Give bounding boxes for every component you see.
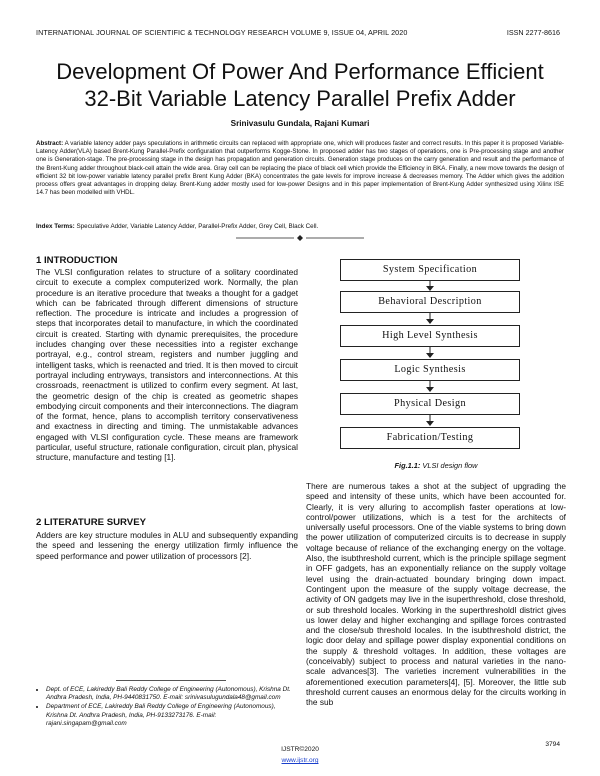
- footnote-1: • Dept. of ECE, Lakireddy Bali Reddy College of Engineering (Autonomous), Krishna Dt. Andhra Pradesh, India, PH-9440831750. E-mail: srinivasulugundala48@gmail.com: [46, 686, 298, 702]
- flow-step-fabrication-testing: Fabrication/Testing: [340, 427, 520, 449]
- issn: ISSN 2277-8616: [506, 28, 560, 37]
- flow-step-system-specification: System Specification: [340, 259, 520, 281]
- page-number: 3794: [545, 741, 560, 748]
- section-2-heading: 2 LITERATURE SURVEY: [36, 517, 146, 528]
- flow-step-logic-synthesis: Logic Synthesis: [340, 359, 520, 381]
- figure-caption-text: VLSI design flow: [420, 461, 478, 470]
- title-line-2: 32-Bit Variable Latency Parallel Prefix Adder: [84, 86, 516, 111]
- abstract-label: Abstract:: [36, 140, 64, 147]
- footnote-2: • Department of ECE, Lakireddy Bali Reddy College of Engineering (Autonomous), Krishna Dt. Andhra Pradesh, India, PH-9133273176. E-mail: rajani.singapam@gmail.com: [46, 703, 298, 728]
- section-2-text: Adders are key structure modules in ALU and subsequently expanding the speed and lessening the energy utilization firmly influence the speed performance and power utilization of processors [2].: [36, 530, 298, 561]
- title-line-1: Development Of Power And Performance Efficient: [56, 59, 544, 84]
- flow-step-physical-design: Physical Design: [340, 393, 520, 415]
- section-1-heading: 1 INTRODUCTION: [36, 255, 118, 266]
- flow-step-high-level-synthesis: High Level Synthesis: [340, 325, 520, 347]
- abstract-text: A variable latency adder pays speculations in arithmetic circuits can replaced with appropriate one, which will produces faster and correct results. In this paper it is proposed Variable-Latency Adder(VLA) based Brent-Kung Parallel-Prefix configuration that outperforms Kogge-Stone. In proposed adder has two stages of operations, one is Pre-processing stage and another one is Generation-stage. The pre-processing stage in the design has propagation and generation circuits. Generation stage produces on the carry generation and result and the performance of the Brent-Kung adder throughout black-cell attain the wide area. Gray cell can be replacing the place of black cell which provide the Efficiency in BKA. Finally, a new move towards the design of efficient 32 bit low-power variable latency parallel prefix Brent Kung Adder (BKA) concentrates the gate levels for improve increase & decreases memory. The Adder which gives the addition process offers great advantages in dropping delay. Brent-Kung adder mostly used for low-power Designs and in this paper implementation of Brent-Kung Adder synthesized using Xilinx ISE 14.7 has been modelled with VHDL.: [36, 140, 564, 197]
- flow-step-behavioral-description: Behavioral Description: [340, 291, 520, 313]
- figure-caption: [306, 461, 566, 470]
- journal-header: INTERNATIONAL JOURNAL OF SCIENTIFIC & TECHNOLOGY RESEARCH VOLUME 9, ISSUE 04, APRIL 2020: [36, 28, 408, 37]
- section-1-text: The VLSI configuration relates to structure of a solitary coordinated circuit to execute a complex computerized work. Normally, the plan procedure is an iterative procedure that tweaks a thought for a gadget which can be fabricated through different dimensions of structure reflection. The procedure is intricate and includes a progression of steps that incorporates detail to manufacture, in which the coordinated circuit is created. Starting with dynamic prerequisites, the procedure includes changing over these necessities into a register exchange portrayal, e.g., control stream, registers and number juggling and intelligent tasks, which is reenacted and tried. It is then moved to circuit portrayal including entryways, transistors and interconnections. At this crossroads, reenactment is utilized to confirm every segment. At last, the geometric design of the chip is created as geometric shapes embodying circuit components and their interconnections. The diagram of the format, hence, plans to accomplish territory conservativeness and exactness in directing and timing. The unmistakable advances engaged with VLSI configuration cycle. These means are framework particular, useful structure, rationale configuration, circuit plan, physical structure, manufacture and testing [1].: [36, 267, 298, 463]
- figure-caption-label: Fig.1.1:: [394, 461, 421, 470]
- authors: Srinivasulu Gundala, Rajani Kumari: [230, 119, 370, 128]
- footer-code: IJSTR©2020: [281, 746, 319, 753]
- footer-url-link[interactable]: www.ijstr.org: [281, 757, 319, 764]
- index-terms-text: Speculative Adder, Variable Latency Adder, Parallel-Prefix Adder, Grey Cell, Black Cell.: [74, 223, 319, 230]
- right-column-text: There are numerous takes a shot at the subject of upgrading the speed and intensity of these units, which have been accounted for. Clearly, it is very alluring to accomplish faster operations at low-control/power utilizations, which is a test for the architects of universally useful processors. One of the viable systems to bring down the power utilization of computerized circuits is to decrease in supply voltage because of reliance of the exchanging energy on the voltage. Also, the isubthreshold current, which is the principle spillage segment in OFF gadgets, has an exponentially reliance on the supply voltage level using the drain-actuated boundary bringing down impact. Contingent upon the measure of the supply voltage decrease, the activity of ON gadgets may live in the isuperthreshold, close threshold, or sub threshold locales. Working in the superthresholdl district gives us lower delay and higher exchanging and spillage forces contrasted and the close/sub threshold locales. In the isubthreshold district, the logic door delay and spillage power display exponential conditions on the supply & threshold voltages. In addition, these voltages are (conceivably) subject to process and natural varieties in the nano-scale advances[3]. The varieties increment vulnerabilities in the aforementioned execution parameters[4], [5]. Moreover, the little sub threshold current causes an enormous delay for the circuits working in the sub: [306, 481, 566, 708]
- index-terms-label: Index Terms:: [36, 223, 75, 230]
